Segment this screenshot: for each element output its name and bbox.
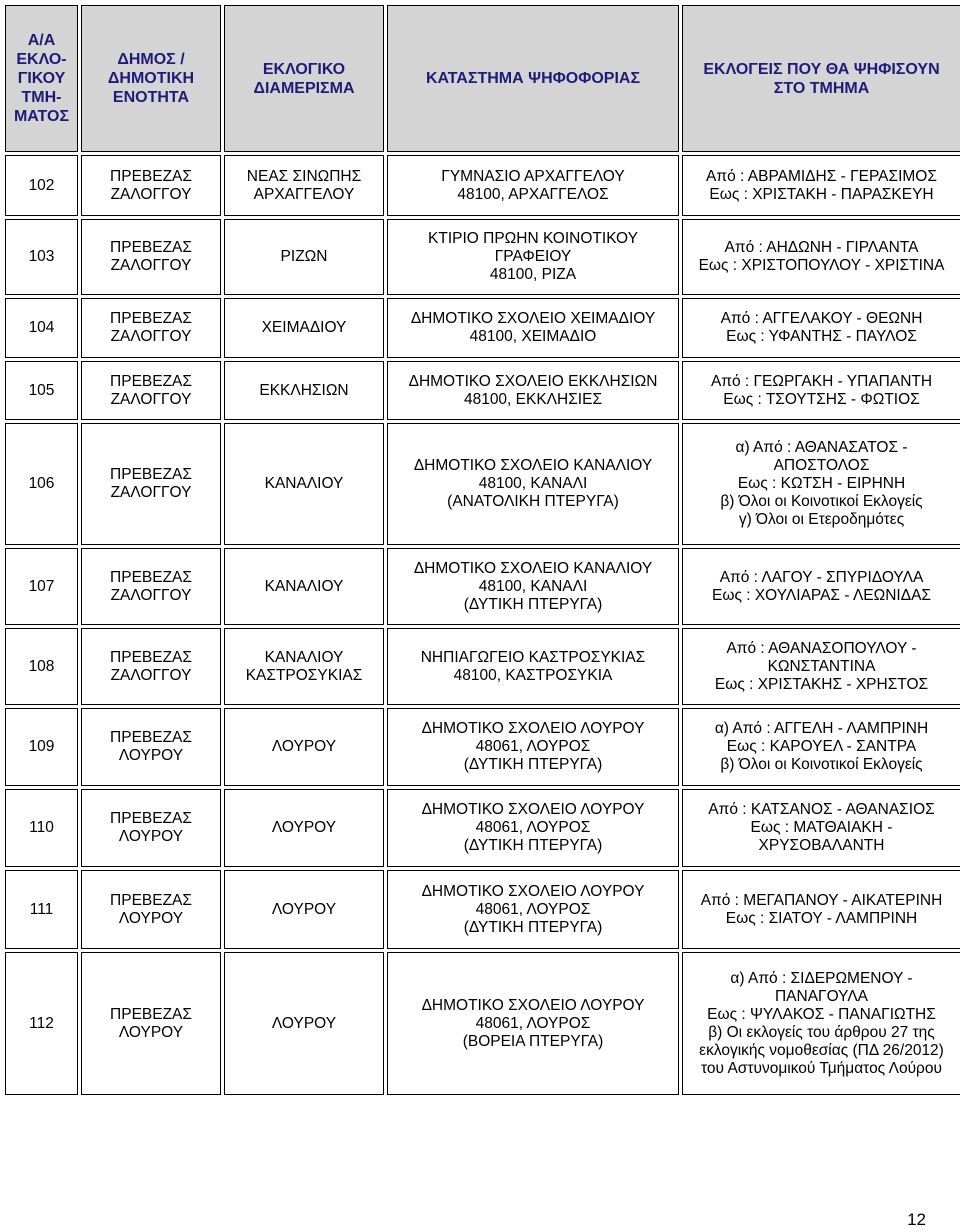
table-row xyxy=(5,789,960,867)
cell-aa: 107 xyxy=(5,548,78,625)
header-diamerisma: ΕΚΛΟΓΙΚΟ ΔΙΑΜΕΡΙΣΜΑ xyxy=(224,5,384,152)
cell-katastima: ΔΗΜΟΤΙΚΟ ΣΧΟΛΕΙΟ ΕΚΚΛΗΣΙΩΝ 48100, ΕΚΚΛΗΣΙΕΣ xyxy=(387,361,679,420)
page-number: 12 xyxy=(907,1210,926,1229)
cell-diamerisma: ΛΟΥΡΟΥ xyxy=(224,789,384,867)
cell-diamerisma: ΚΑΝΑΛΙΟΥ xyxy=(224,548,384,625)
cell-diamerisma: ΕΚΚΛΗΣΙΩΝ xyxy=(224,361,384,420)
header-aa: Α/Α ΕΚΛΟ- ΓΙΚΟΥ ΤΜΗ- ΜΑΤΟΣ xyxy=(5,5,78,152)
cell-dimos: ΠΡΕΒΕΖΑΣ ΖΑΛΟΓΓΟΥ xyxy=(81,219,221,295)
table-row xyxy=(5,361,960,420)
cell-aa: 104 xyxy=(5,298,78,358)
cell-aa: 112 xyxy=(5,952,78,1095)
cell-dimos: ΠΡΕΒΕΖΑΣ ΖΑΛΟΓΓΟΥ xyxy=(81,361,221,420)
cell-ekloges: Από : ΚΑΤΣΑΝΟΣ - ΑΘΑΝΑΣΙΟΣ Εως : ΜΑΤΘΑΙΑΚΗ - ΧΡΥΣΟΒΑΛΑΝΤΗ xyxy=(682,789,960,867)
cell-dimos: ΠΡΕΒΕΖΑΣ ΛΟΥΡΟΥ xyxy=(81,870,221,949)
table-row xyxy=(5,952,960,1095)
cell-dimos: ΠΡΕΒΕΖΑΣ ΖΑΛΟΓΓΟΥ xyxy=(81,548,221,625)
cell-dimos: ΠΡΕΒΕΖΑΣ ΖΑΛΟΓΓΟΥ xyxy=(81,628,221,705)
cell-diamerisma: ΛΟΥΡΟΥ xyxy=(224,952,384,1095)
cell-ekloges: Από : ΑΓΓΕΛΑΚΟΥ - ΘΕΩΝΗ Εως : ΥΦΑΝΤΗΣ - ΠΑΥΛΟΣ xyxy=(682,298,960,358)
cell-ekloges: α) Από : ΣΙΔΕΡΩΜΕΝΟΥ - ΠΑΝΑΓΟΥΛΑ Εως : ΨΥΛΑΚΟΣ - ΠΑΝΑΓΙΩΤΗΣ β) Οι εκλογείς του άρθρου 27 της εκλογικής νομοθεσίας (ΠΔ 26/2012) του Αστυνομικού Τμήματος Λούρου xyxy=(682,952,960,1095)
cell-katastima: ΔΗΜΟΤΙΚΟ ΣΧΟΛΕΙΟ ΛΟΥΡΟΥ 48061, ΛΟΥΡΟΣ (ΔΥΤΙΚΗ ΠΤΕΡΥΓΑ) xyxy=(387,789,679,867)
cell-diamerisma: ΝΕΑΣ ΣΙΝΩΠΗΣ ΑΡΧΑΓΓΕΛΟΥ xyxy=(224,155,384,216)
cell-dimos: ΠΡΕΒΕΖΑΣ ΖΑΛΟΓΓΟΥ xyxy=(81,423,221,545)
cell-diamerisma: ΛΟΥΡΟΥ xyxy=(224,870,384,949)
cell-ekloges: Από : ΓΕΩΡΓΑΚΗ - ΥΠΑΠΑΝΤΗ Εως : ΤΣΟΥΤΣΗΣ - ΦΩΤΙΟΣ xyxy=(682,361,960,420)
header-dimos: ΔΗΜΟΣ / ΔΗΜΟΤΙΚΗ ΕΝΟΤΗΤΑ xyxy=(81,5,221,152)
cell-aa: 103 xyxy=(5,219,78,295)
cell-dimos: ΠΡΕΒΕΖΑΣ ΛΟΥΡΟΥ xyxy=(81,708,221,786)
cell-ekloges: α) Από : ΑΓΓΕΛΗ - ΛΑΜΠΡΙΝΗ Εως : ΚΑΡΟΥΕΛ - ΣΑΝΤΡΑ β) Όλοι οι Κοινοτικοί Εκλογείς xyxy=(682,708,960,786)
cell-katastima: ΚΤΙΡΙΟ ΠΡΩΗΝ ΚΟΙΝΟΤΙΚΟΥ ΓΡΑΦΕΙΟΥ 48100, ΡΙΖΑ xyxy=(387,219,679,295)
table-row xyxy=(5,870,960,949)
header-ekloges: ΕΚΛΟΓΕΙΣ ΠΟΥ ΘΑ ΨΗΦΙΣΟΥΝ ΣΤΟ ΤΜΗΜΑ xyxy=(682,5,960,152)
cell-katastima: ΓΥΜΝΑΣΙΟ ΑΡΧΑΓΓΕΛΟΥ 48100, ΑΡΧΑΓΓΕΛΟΣ xyxy=(387,155,679,216)
cell-katastima: ΔΗΜΟΤΙΚΟ ΣΧΟΛΕΙΟ ΧΕΙΜΑΔΙΟΥ 48100, ΧΕΙΜΑΔΙΟ xyxy=(387,298,679,358)
cell-dimos: ΠΡΕΒΕΖΑΣ ΛΟΥΡΟΥ xyxy=(81,952,221,1095)
cell-aa: 111 xyxy=(5,870,78,949)
cell-aa: 109 xyxy=(5,708,78,786)
header-katastima: ΚΑΤΑΣΤΗΜΑ ΨΗΦΟΦΟΡΙΑΣ xyxy=(387,5,679,152)
cell-diamerisma: ΚΑΝΑΛΙΟΥ xyxy=(224,423,384,545)
cell-katastima: ΔΗΜΟΤΙΚΟ ΣΧΟΛΕΙΟ ΚΑΝΑΛΙΟΥ 48100, ΚΑΝΑΛΙ (ΑΝΑΤΟΛΙΚΗ ΠΤΕΡΥΓΑ) xyxy=(387,423,679,545)
cell-diamerisma: ΧΕΙΜΑΔΙΟΥ xyxy=(224,298,384,358)
cell-diamerisma: ΚΑΝΑΛΙΟΥ ΚΑΣΤΡΟΣΥΚΙΑΣ xyxy=(224,628,384,705)
cell-ekloges: Από : ΜΕΓΑΠΑΝΟΥ - ΑΙΚΑΤΕΡΙΝΗ Εως : ΣΙΑΤΟΥ - ΛΑΜΠΡΙΝΗ xyxy=(682,870,960,949)
table-row xyxy=(5,708,960,786)
table-row xyxy=(5,548,960,625)
cell-ekloges: Από : ΛΑΓΟΥ - ΣΠΥΡΙΔΟΥΛΑ Εως : ΧΟΥΛΙΑΡΑΣ - ΛΕΩΝΙΔΑΣ xyxy=(682,548,960,625)
cell-ekloges: Από : ΑΗΔΩΝΗ - ΓΙΡΛΑΝΤΑ Εως : ΧΡΙΣΤΟΠΟΥΛΟΥ - ΧΡΙΣΤΙΝΑ xyxy=(682,219,960,295)
cell-dimos: ΠΡΕΒΕΖΑΣ ΖΑΛΟΓΓΟΥ xyxy=(81,298,221,358)
table-row xyxy=(5,423,960,545)
cell-aa: 108 xyxy=(5,628,78,705)
cell-aa: 105 xyxy=(5,361,78,420)
cell-ekloges: α) Από : ΑΘΑΝΑΣΑΤΟΣ - ΑΠΟΣΤΟΛΟΣ Εως : ΚΩΤΣΗ - ΕΙΡΗΝΗ β) Όλοι οι Κοινοτικοί Εκλογείς γ) Όλοι οι Ετεροδημότες xyxy=(682,423,960,545)
cell-dimos: ΠΡΕΒΕΖΑΣ ΛΟΥΡΟΥ xyxy=(81,789,221,867)
table-row xyxy=(5,155,960,216)
cell-katastima: ΔΗΜΟΤΙΚΟ ΣΧΟΛΕΙΟ ΛΟΥΡΟΥ 48061, ΛΟΥΡΟΣ (ΒΟΡΕΙΑ ΠΤΕΡΥΓΑ) xyxy=(387,952,679,1095)
cell-katastima: ΔΗΜΟΤΙΚΟ ΣΧΟΛΕΙΟ ΚΑΝΑΛΙΟΥ 48100, ΚΑΝΑΛΙ (ΔΥΤΙΚΗ ΠΤΕΡΥΓΑ) xyxy=(387,548,679,625)
cell-katastima: ΝΗΠΙΑΓΩΓΕΙΟ ΚΑΣΤΡΟΣΥΚΙΑΣ 48100, ΚΑΣΤΡΟΣΥΚΙΑ xyxy=(387,628,679,705)
table-row xyxy=(5,628,960,705)
table-row xyxy=(5,219,960,295)
cell-ekloges: Από : ΑΒΡΑΜΙΔΗΣ - ΓΕΡΑΣΙΜΟΣ Εως : ΧΡΙΣΤΑΚΗ - ΠΑΡΑΣΚΕΥΗ xyxy=(682,155,960,216)
cell-aa: 110 xyxy=(5,789,78,867)
cell-ekloges: Από : ΑΘΑΝΑΣΟΠΟΥΛΟΥ - ΚΩΝΣΤΑΝΤΙΝΑ Εως : ΧΡΙΣΤΑΚΗΣ - ΧΡΗΣΤΟΣ xyxy=(682,628,960,705)
cell-dimos: ΠΡΕΒΕΖΑΣ ΖΑΛΟΓΓΟΥ xyxy=(81,155,221,216)
table-row xyxy=(5,298,960,358)
header-row xyxy=(5,5,960,152)
cell-diamerisma: ΡΙΖΩΝ xyxy=(224,219,384,295)
cell-katastima: ΔΗΜΟΤΙΚΟ ΣΧΟΛΕΙΟ ΛΟΥΡΟΥ 48061, ΛΟΥΡΟΣ (ΔΥΤΙΚΗ ΠΤΕΡΥΓΑ) xyxy=(387,870,679,949)
cell-katastima: ΔΗΜΟΤΙΚΟ ΣΧΟΛΕΙΟ ΛΟΥΡΟΥ 48061, ΛΟΥΡΟΣ (ΔΥΤΙΚΗ ΠΤΕΡΥΓΑ) xyxy=(387,708,679,786)
cell-aa: 106 xyxy=(5,423,78,545)
cell-diamerisma: ΛΟΥΡΟΥ xyxy=(224,708,384,786)
polling-stations-table xyxy=(2,2,960,1098)
cell-aa: 102 xyxy=(5,155,78,216)
